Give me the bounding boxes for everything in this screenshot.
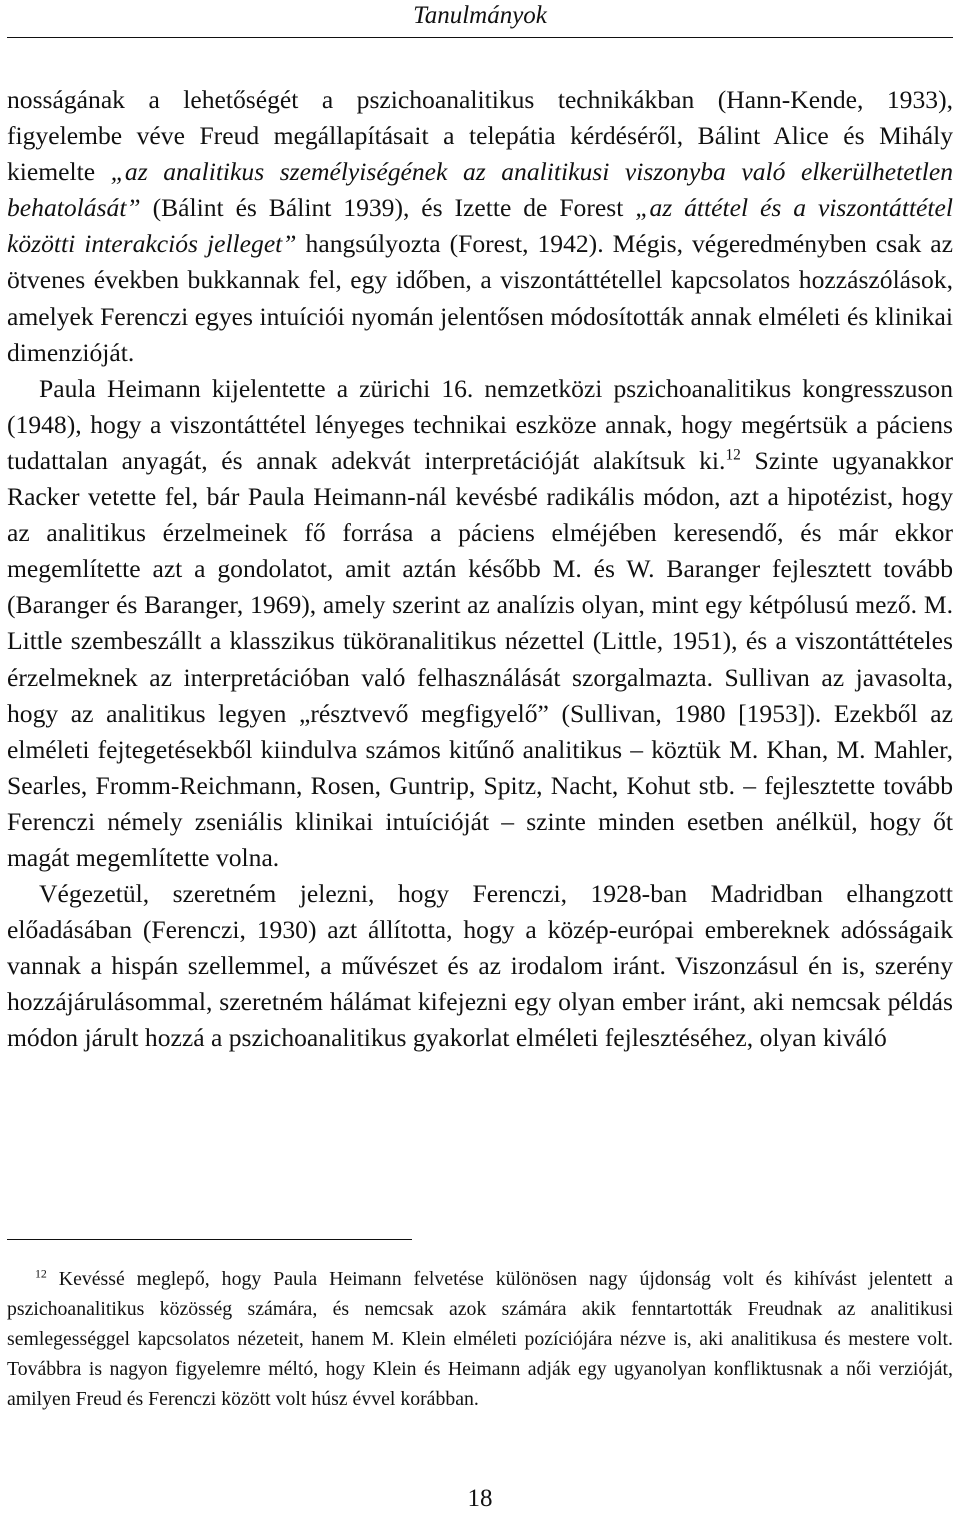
footnote-separator	[7, 1239, 412, 1240]
footnote	[7, 1264, 953, 1414]
paragraph-1-text-b: (Bálint és Bálint 1939), és Izette de Forest	[140, 193, 636, 223]
paragraph-1-text-a: nosságának a lehetőségét a pszichoanalitikus technikákban (Hann-Kende, 1933), figyelembe véve Freud megállapításait a telepátia kérdéséről, Bálint Alice és Mihály kiemelte	[7, 85, 953, 187]
paragraph-2-text-b: Szinte ugyanakkor Racker vetette fel, bár Paula Heimann-nál kevésbé radikális módon, azt a hipotézist, hogy az analitikus érzelmeinek fő forrása a páciens elméjében keresendő, és már ekkor megemlítette azt a gondolatot, amit aztán később M. és W. Baranger fejlesztett tovább (Baranger és Baranger, 1969), amely szerint az analízis olyan, mint egy kétpólusú mező. M. Little szembeszállt a klasszikus tüköranalitikus nézettel (Little, 1951), és a viszontáttételes érzelmeknek az interpretációban való felhasználását szorgalmazta. Sullivan az javasolta, hogy az analitikus legyen „résztvevő megfigyelő” (Sullivan, 1980 [1953]). Ezekből az elméleti fejtegetésekből kiindulva számos kitűnő analitikus – köztük M. Khan, M. Mahler, Searles, Fromm-Reichmann, Rosen, Guntrip, Spitz, Nacht, Kohut stb. – fejlesztette tovább Ferenczi némely zseniális klinikai intuícióját – szinte minden esetben anélkül, hogy őt magát megemlítette volna.	[7, 445, 953, 872]
paragraph-2	[7, 371, 953, 876]
footnote-reference[interactable]: 12	[725, 446, 741, 464]
page-number: 18	[467, 1485, 493, 1512]
paragraph-1-quote-b: „az áttétel és a viszontáttétel közötti interakciós jelleget”	[7, 193, 953, 259]
paragraph-1-text-c: hangsúlyozta (Forest, 1942). Mégis, végeredményben csak az ötvenes években bukkannak fel, egy időben, a viszontáttétellel kapcsolatos hozzászólások, amelyek Ferenczi egyes intuíciói nyomán jelentősen módosították annak elméleti és klinikai dimenzióját.	[7, 229, 953, 367]
paragraph-3: Végezetül, szeretném jelezni, hogy Ferenczi, 1928-ban Madridban elhangzott előadásában (Ferenczi, 1930) azt állította, hogy a közép-európai embereknek adósságaik vannak a hispán szellemmel, a művészet és az irodalom iránt. Viszonzásul én is, szerény hozzájárulásommal, szeretném hálámat kifejezni egy olyan ember iránt, aki nemcsak példás módon járult hozzá a pszichoanalitikus gyakorlat elméleti fejlesztéséhez, olyan kiváló	[7, 879, 953, 1053]
paragraph-2-text-a: Paula Heimann kijelentette a zürichi 16. nemzetközi pszichoanalitikus kongresszuson (1948), hogy a viszontáttétel lényeges technikai eszköze annak, hogy megértsük a páciens tudattalan anyagát, és annak adekvát interpretációját alakítsuk ki.	[7, 373, 953, 475]
running-header-title: Tanulmányok	[413, 2, 547, 29]
body-text	[7, 82, 953, 1057]
running-header	[0, 0, 960, 38]
footnote-number: 12	[35, 1266, 47, 1281]
paragraph-1	[7, 82, 953, 371]
footnote-paragraph	[7, 1264, 953, 1414]
header-rule	[7, 37, 953, 38]
footnote-text: Kevéssé meglepő, hogy Paula Heimann felvetése különösen nagy újdonság volt és kihívást jelentett a pszichoanalitikus közösség számára, és nemcsak azok számára akik fenntartották Freudnak az analitikusi semlegességgel kapcsolatos nézeteit, hanem M. Klein elméleti pozíciójára nézve is, aki analitikusa és mestere volt. Továbbra is nagyon figyelemre méltó, hogy Klein és Heimann adják egy ugyanolyan konfliktusnak a női verzióját, amilyen Freud és Ferenczi között volt húsz évvel korábban.	[7, 1268, 953, 1410]
paragraph-1-quote-a: „az analitikus személyiségének az analitikusi viszonyba való elkerülhetetlen behatolását”	[7, 157, 954, 223]
